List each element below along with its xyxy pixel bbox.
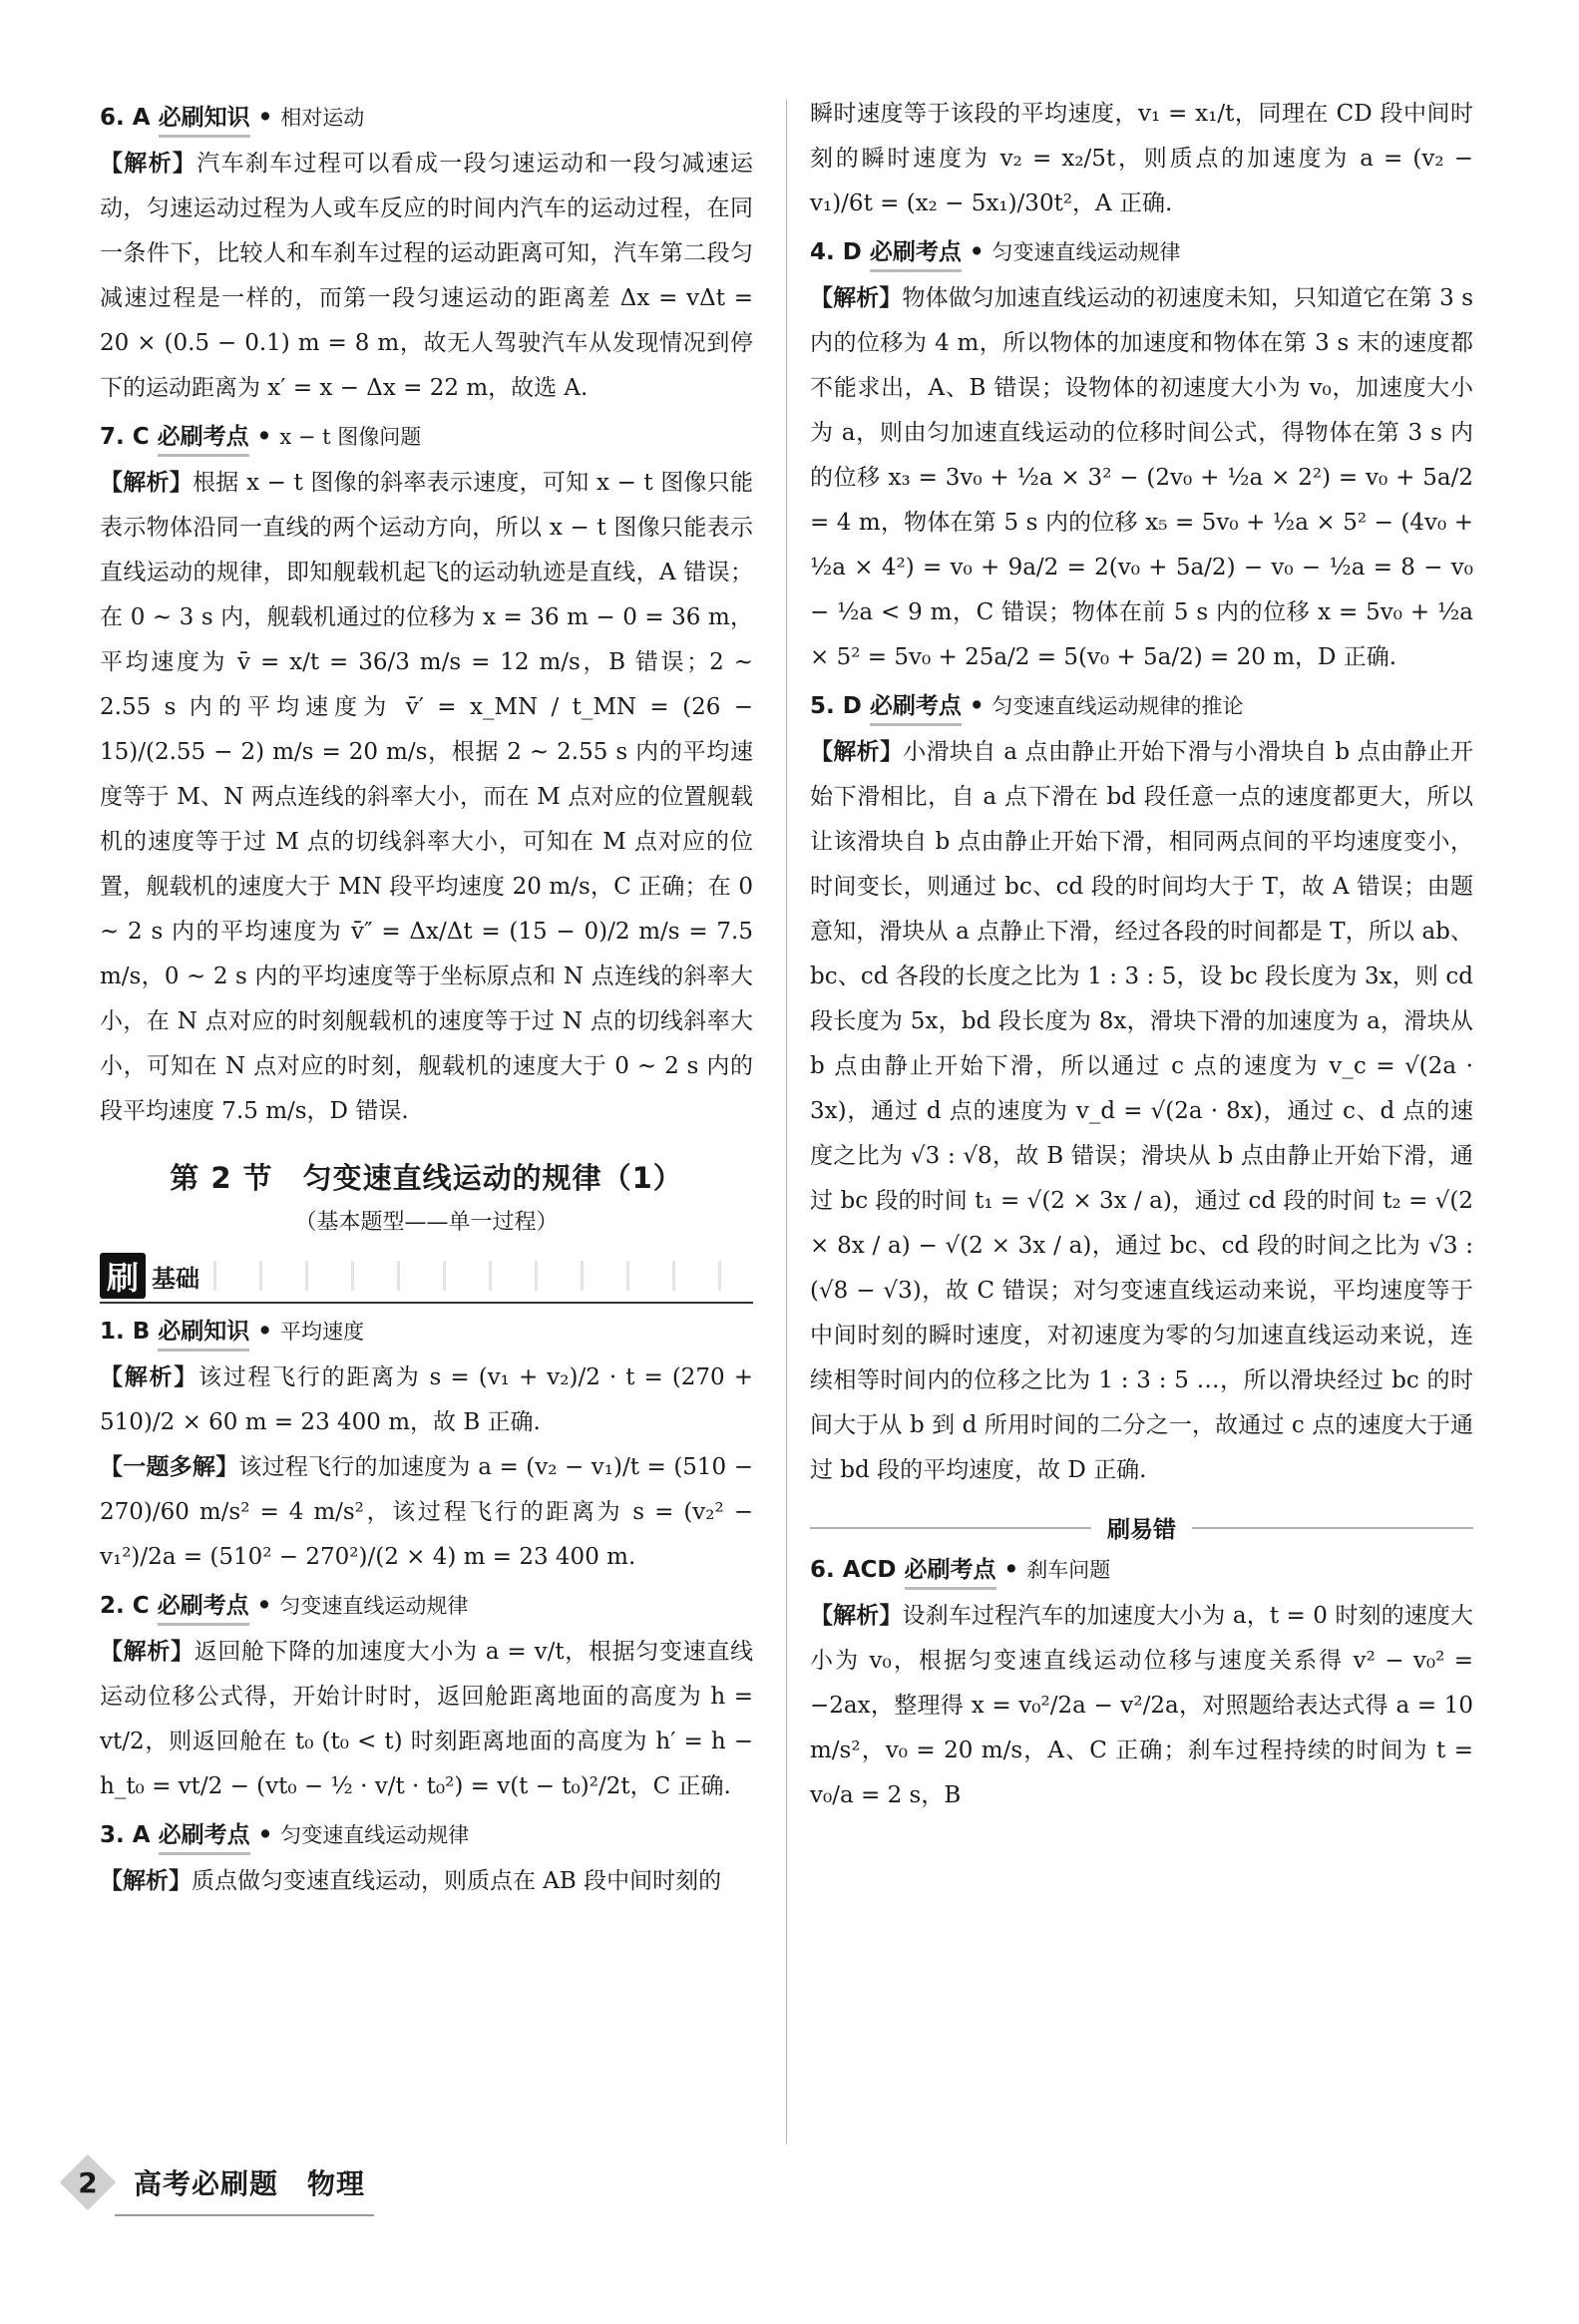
b2-number: 2. C [100, 1593, 150, 1619]
q7-tag: 必刷考点 [158, 421, 249, 457]
b3-analysis-continued: 瞬时速度等于该段的平均速度，v₁ = x₁/t，同理在 CD 段中间时刻的瞬时速度为 v₂ = x₂/5t，则质点的加速度为 a = (v₂ − v₁)/6t = (x₂ − 5x₁)/30t²，A 正确. [810, 101, 1473, 216]
b5-dot: • [969, 692, 985, 719]
q6-number: 6. A [100, 105, 151, 131]
e6-analysis [810, 1594, 1473, 1818]
basics-banner [100, 1250, 753, 1304]
b5-number: 5. D [810, 693, 862, 719]
b1-dot: • [257, 1318, 272, 1345]
b3-header [100, 1819, 753, 1855]
easy-error-divider [810, 1511, 1473, 1544]
column-divider [786, 100, 787, 2144]
left-column [100, 92, 753, 1904]
q6-analysis [100, 142, 753, 411]
b4-topic: 匀变速直线运动规律 [991, 240, 1181, 264]
b2-analysis-text: 返回舱下降的加速度大小为 a = v/t，根据匀变速直线运动位移公式得，开始计时时，返回舱距离地面的高度为 h = vt/2，则返回舱在 t₀ (t₀ < t) 时刻距离地面的高度为 h′ = h − h_t₀ = vt/2 − (vt₀ − ½ · v/t · t₀²) = v(t − t₀)²/2t，C 正确. [100, 1639, 754, 1799]
page-number: 2 [78, 2165, 98, 2199]
q6-analysis-text: 汽车刹车过程可以看成一段匀速运动和一段匀减速运动，匀速运动过程为人或车反应的时间内汽车的运动过程，在同一条件下，比较人和车刹车过程的运动距离可知，汽车第二段匀减速过程是一样的，而第一段匀速运动的距离差 Δx = vΔt = 20 × (0.5 − 0.1) m = 8 m，故无人驾驶汽车从发现情况到停下的运动距离为 x′ = x − Δx = 22 m，故选 A. [100, 151, 754, 401]
b2-analysis-label: 【解析】 [100, 1639, 195, 1665]
shua-badge: 刷 [100, 1253, 146, 1299]
b5-analysis-text: 小滑块自 a 点由静止开始下滑与小滑块自 b 点由静止开始下滑相比，自 a 点下滑在 bd 段任意一点的速度都更大，所以让该滑块自 b 点由静止开始下滑，相同两点间的平均速度变小，时间变长，则通过 bc、cd 段的时间均大于 T，故 A 错误；由题意知，滑块从 a 点静止下滑，经过各段的时间都是 T，所以 ab、bc、cd 各段的长度之比为 1 : 3 : 5，设 bc 段长度为 3x，则 cd 段长度为 5x，bd 段长度为 8x，滑块下滑的加速度为 a，滑块从 b 点由静止开始下滑，所以通过 c 点的速度为 v_c = √(2a · 3x)，通过 d 点的速度为 v_d = √(2a · 8x)，通过 c、d 点的速度之比为 √3 : √8，故 B 错误；滑块从 b 点由静止开始下滑，通过 bc 段的时间 t₁ = √(2 × 3x / a)，通过 cd 段的时间 t₂ = √(2 × 8x / a) − √(2 × 3x / a)，通过 bc、cd 段的时间之比为 √3 : (√8 − √3)，故 C 错误；对匀变速直线运动来说，平均速度等于中间时刻的瞬时速度，对初速度为零的匀加速直线运动来说，连续相等时间内的位移之比为 1 : 3 : 5 …，所以滑块经过 bc 的时间大于从 b 到 d 所用时间的二分之一，故通过 c 点的速度大于通过 bd 段的平均速度，故 D 正确. [810, 739, 1474, 1483]
right-column [810, 92, 1473, 1818]
b3-number: 3. A [100, 1822, 151, 1848]
page-footer [60, 2154, 365, 2210]
q6-topic: 相对运动 [280, 106, 365, 130]
b5-header [810, 690, 1473, 726]
b1-analysis [100, 1356, 753, 1445]
b2-analysis [100, 1630, 753, 1809]
q6-analysis-label: 【解析】 [100, 151, 197, 177]
e6-analysis-label: 【解析】 [810, 1603, 903, 1629]
q6-header [100, 102, 753, 138]
b3-dot: • [257, 1821, 273, 1848]
e6-tag: 必刷考点 [905, 1554, 996, 1590]
basics-label: 基础 [152, 1264, 199, 1293]
footer-underline [115, 2214, 374, 2216]
b1-analysis-label: 【解析】 [100, 1364, 198, 1390]
b2-tag: 必刷考点 [158, 1590, 249, 1626]
book-title: 高考必刷题 物理 [134, 2167, 366, 2200]
b5-topic: 匀变速直线运动规律的推论 [991, 694, 1244, 718]
b1-alt-text: 该过程飞行的加速度为 a = (v₂ − v₁)/t = (510 − 270)/60 m/s² = 4 m/s²，该过程飞行的距离为 s = (v₂² − v₁²)/2a = (510² − 270²)/(2 × 4) m = 23 400 m. [100, 1454, 754, 1570]
b4-tag: 必刷考点 [870, 236, 962, 272]
q7-topic: x − t 图像问题 [279, 425, 422, 449]
b2-header [100, 1590, 753, 1626]
easy-error-line-right [1192, 1527, 1473, 1529]
b3-analysis [100, 1859, 753, 1904]
b2-dot: • [256, 1592, 272, 1619]
b2-topic: 匀变速直线运动规律 [279, 1594, 469, 1618]
b1-topic: 平均速度 [279, 1320, 364, 1344]
b1-alt-solution [100, 1445, 753, 1580]
q7-dot: • [256, 423, 272, 450]
section-title: 第 2 节 匀变速直线运动的规律（1） [170, 1161, 683, 1195]
section-subtitle: （基本题型——单一过程） [294, 1210, 559, 1235]
b4-dot: • [969, 238, 985, 265]
easy-error-line-left [810, 1527, 1091, 1529]
e6-analysis-text: 设刹车过程汽车的加速度大小为 a，t = 0 时刻的速度大小为 v₀，根据匀变速直线运动位移与速度关系得 v² − v₀² = −2ax，整理得 x = v₀²/2a − v²/2a，对照题给表达式得 a = 10 m/s²，v₀ = 20 m/s，A、C 正确；刹车过程持续的时间为 t = v₀/a = 2 s，B [810, 1603, 1474, 1808]
q7-analysis [100, 461, 753, 1134]
q6-dot: • [257, 104, 273, 131]
b1-analysis-text: 该过程飞行的距离为 s = (v₁ + v₂)/2 · t = (270 + 510)/2 × 60 m = 23 400 m，故 B 正确. [100, 1364, 754, 1435]
page-number-badge [60, 2154, 116, 2210]
banner-decoration [213, 1261, 753, 1291]
b1-alt-label: 【一题多解】 [100, 1454, 239, 1480]
b3-analysis-label: 【解析】 [100, 1868, 192, 1894]
easy-error-label: 刷易错 [1107, 1517, 1176, 1543]
b4-number: 4. D [810, 239, 862, 265]
b3-topic: 匀变速直线运动规律 [280, 1823, 470, 1847]
b1-number: 1. B [100, 1319, 151, 1345]
b4-header [810, 236, 1473, 272]
q7-number: 7. C [100, 424, 150, 450]
q7-analysis-text: 根据 x − t 图像的斜率表示速度，可知 x − t 图像只能表示物体沿同一直线的两个运动方向，所以 x − t 图像只能表示直线运动的规律，即知舰载机起飞的运动轨迹是直线，A 错误；在 0 ~ 3 s 内，舰载机通过的位移为 x = 36 m − 0 = 36 m，平均速度为 v̄ = x/t = 36/3 m/s = 12 m/s，B 错误；2 ~ 2.55 s 内的平均速度为 v̄′ = x_MN / t_MN = (26 − 15)/(2.55 − 2) m/s = 20 m/s，根据 2 ~ 2.55 s 内的平均速度等于 M、N 两点连线的斜率大小，而在 M 点对应的位置舰载机的速度等于过 M 点的切线斜率大小，可知在 M 点对应的位置，舰载机的速度大于 MN 段平均速度 20 m/s，C 正确；在 0 ~ 2 s 内的平均速度为 v̄″ = Δx/Δt = (15 − 0)/2 m/s = 7.5 m/s，0 ~ 2 s 内的平均速度等于坐标原点和 N 点连线的斜率大小，在 N 点对应的时刻舰载机的速度等于过 N 点的切线斜率大小，可知在 N 点对应的时刻，舰载机的速度大于 0 ~ 2 s 内的段平均速度 7.5 m/s，D 错误. [100, 470, 753, 1124]
q7-header [100, 421, 753, 457]
b5-tag: 必刷考点 [870, 690, 962, 726]
e6-number: 6. ACD [810, 1557, 897, 1583]
b3-tag: 必刷考点 [159, 1819, 250, 1855]
b4-analysis-label: 【解析】 [810, 285, 903, 311]
b4-analysis [810, 276, 1473, 680]
q7-analysis-label: 【解析】 [100, 470, 194, 496]
b3-analysis-text: 质点做匀变速直线运动，则质点在 AB 段中间时刻的 [192, 1868, 722, 1894]
b1-tag: 必刷知识 [158, 1316, 249, 1352]
e6-dot: • [1003, 1556, 1019, 1583]
b5-analysis-label: 【解析】 [810, 739, 904, 765]
b1-header [100, 1316, 753, 1352]
e6-header [810, 1554, 1473, 1590]
e6-topic: 刹车问题 [1026, 1558, 1111, 1582]
b5-analysis [810, 730, 1473, 1493]
q6-tag: 必刷知识 [159, 102, 250, 138]
b4-analysis-text: 物体做匀加速直线运动的初速度未知，只知道它在第 3 s 内的位移为 4 m，所以物体的加速度和物体在第 3 s 末的速度都不能求出，A、B 错误；设物体的初速度大小为 v₀，加速度大小为 a，则由匀加速直线运动的位移时间公式，得物体在第 3 s 内的位移 x₃ = 3v₀ + ½a × 3² − (2v₀ + ½a × 2²) = v₀ + 5a/2 = 4 m，物体在第 5 s 内的位移 x₅ = 5v₀ + ½a × 5² − (4v₀ + ½a × 4²) = v₀ + 9a/2 = 2(v₀ + 5a/2) − v₀ − ½a = 8 − v₀ − ½a < 9 m，C 错误；物体在前 5 s 内的位移 x = 5v₀ + ½a × 5² = 5v₀ + 25a/2 = 5(v₀ + 5a/2) = 20 m，D 正确. [810, 285, 1473, 670]
